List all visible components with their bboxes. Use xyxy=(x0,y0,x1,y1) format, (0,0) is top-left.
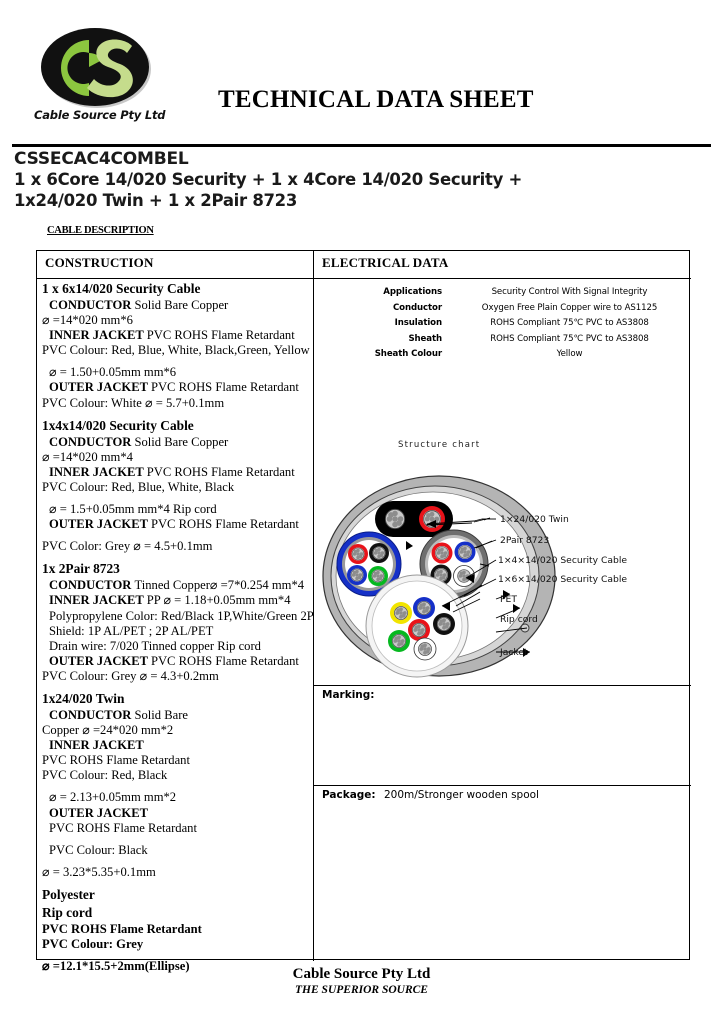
callout-5: Rip cord xyxy=(500,614,538,625)
construction-line-value: ⌀ = 3.23*5.35+0.1mm xyxy=(42,864,156,879)
construction-line-label: INNER JACKET xyxy=(49,593,147,608)
construction-line-value: Copper ⌀ =24*020 mm*2 xyxy=(42,723,174,738)
marking-divider xyxy=(314,685,691,686)
page-title: TECHNICAL DATA SHEET xyxy=(218,86,534,113)
electrical-value: Yellow xyxy=(556,349,583,359)
construction-group-title: 1x 2Pair 8723 xyxy=(42,561,120,577)
construction-line xyxy=(42,328,310,343)
construction-line-value: PVC Colour: Red, Blue, White, Black xyxy=(42,479,235,494)
construction-line-label: OUTER JACKET xyxy=(49,380,151,395)
construction-line xyxy=(42,669,310,684)
construction-line-value: Solid Bare Copper xyxy=(134,434,229,449)
construction-line xyxy=(42,753,310,768)
company-logo xyxy=(34,26,166,136)
construction-line-value: Shield: 1P AL/PET ; 2P AL/PET xyxy=(49,623,214,638)
construction-line xyxy=(42,654,310,669)
spacer xyxy=(42,836,310,843)
callout-3: 1×6×14/020 Security Cable xyxy=(498,574,628,585)
cable-cross-section-diagram xyxy=(314,436,691,686)
construction-line xyxy=(42,343,310,358)
construction-line-value: INNER JACKET xyxy=(49,738,144,753)
construction-line-label: INNER JACKET xyxy=(49,328,147,343)
construction-line xyxy=(42,608,314,624)
cable-description-label: CABLE DESCRIPTION xyxy=(47,225,154,236)
electrical-column-header: ELECTRICAL DATA xyxy=(322,255,449,270)
construction-line xyxy=(42,593,310,608)
construction-line xyxy=(42,768,310,783)
callout-6: Jacket xyxy=(500,647,528,658)
electrical-value: Oxygen Free Plain Copper wire to AS1125 xyxy=(481,302,658,313)
construction-line xyxy=(42,465,310,480)
construction-line xyxy=(42,396,310,411)
spacer xyxy=(42,858,310,865)
construction-line-value: ⌀ = 1.50+0.05mm mm*6 xyxy=(49,365,177,380)
page-footer xyxy=(0,966,723,996)
construction-line xyxy=(42,738,310,753)
construction-line xyxy=(42,578,310,593)
construction-line xyxy=(42,639,310,654)
construction-line-label: CONDUCTOR xyxy=(49,298,135,312)
construction-line-label: OUTER JACKET xyxy=(49,653,151,668)
footer-tagline: THE SUPERIOR SOURCE xyxy=(295,984,428,996)
construction-line-value: PVC Colour: White ⌀ = 5.7+0.1mm xyxy=(42,395,225,410)
cs-logo-icon xyxy=(40,26,152,109)
construction-line-label: OUTER JACKET xyxy=(49,517,151,532)
construction-line-value: Solid Bare Copper xyxy=(134,298,229,312)
construction-line-value: PVC ROHS Flame Retardant xyxy=(146,328,295,343)
construction-group xyxy=(42,690,310,886)
callout-1: 2Pair 8723 xyxy=(500,535,550,546)
construction-group-title: 1x24/020 Twin xyxy=(42,690,125,706)
construction-group xyxy=(42,417,310,561)
package-value: 200m/Stronger wooden spool xyxy=(383,789,539,801)
spacer xyxy=(42,532,310,539)
construction-line-value: PVC Colour: Red, Black xyxy=(42,768,168,783)
construction-line-value: ⌀ =14*020 mm*4 xyxy=(42,449,133,464)
electrical-row xyxy=(314,303,691,313)
construction-line xyxy=(42,723,310,738)
spacer xyxy=(42,952,310,959)
callout-0: 1×24/020 Twin xyxy=(500,514,569,525)
construction-line-value: PVC ROHS Flame Retardant xyxy=(146,464,295,479)
construction-line-label: CONDUCTOR xyxy=(49,707,135,722)
construction-line xyxy=(42,517,310,532)
electrical-row xyxy=(314,318,691,328)
construction-line-value: PVC ROHS Flame Retardant xyxy=(42,753,190,768)
spacer xyxy=(42,358,310,365)
electrical-value: ROHS Compliant 75℃ PVC to AS3808 xyxy=(490,318,649,328)
construction-line-value: PVC Colour: Grey ⌀ = 4.3+0.2mm xyxy=(42,668,219,683)
construction-line xyxy=(42,708,310,723)
construction-line-label: CONDUCTOR xyxy=(49,434,135,449)
footer-company: Cable Source Pty Ltd xyxy=(292,966,431,982)
logo-caption: Cable Source Pty Ltd xyxy=(34,108,166,122)
construction-line-value: PVC ROHS Flame Retardant xyxy=(150,653,299,668)
construction-line-value: ⌀ = 1.5+0.05mm mm*4 Rip cord xyxy=(49,502,217,517)
construction-group-title: Polyester xyxy=(42,886,95,902)
construction-line xyxy=(42,821,310,836)
construction-line-value: PVC Colour: Red, Blue, White, Black,Green, Yellow xyxy=(42,343,310,358)
construction-line-value: PVC Color: Grey ⌀ = 4.5+0.1mm xyxy=(42,539,213,554)
callout-4: PET xyxy=(500,594,517,605)
construction-line xyxy=(42,365,310,380)
electrical-label: Insulation xyxy=(394,318,442,328)
product-code: CSSECAC4COMBEL xyxy=(14,149,189,169)
construction-line xyxy=(42,865,310,880)
structure-chart xyxy=(314,436,691,686)
electrical-label: Conductor xyxy=(392,302,442,313)
electrical-label: Applications xyxy=(383,287,442,297)
product-heading xyxy=(14,150,714,211)
electrical-row xyxy=(314,334,691,344)
electrical-label: Sheath Colour xyxy=(374,349,442,359)
construction-line xyxy=(42,922,310,937)
construction-line-value: PVC Colour: Black xyxy=(49,842,148,857)
construction-line-value: Polypropylene Color: Red/Black 1P,White/Green 2P xyxy=(49,608,314,623)
construction-column-header: CONSTRUCTION xyxy=(45,255,154,270)
spacer xyxy=(42,783,310,790)
electrical-row xyxy=(314,287,691,297)
table-header-divider xyxy=(37,278,691,279)
page-header xyxy=(0,18,723,136)
construction-group xyxy=(42,560,314,690)
construction-line xyxy=(42,937,310,952)
construction-line-value: ⌀ = 2.13+0.05mm mm*2 xyxy=(49,790,177,805)
construction-line xyxy=(42,380,310,395)
electrical-value: Security Control With Signal Integrity xyxy=(491,287,648,297)
electrical-value: ROHS Compliant 75℃ PVC to AS3808 xyxy=(490,333,649,344)
construction-line-value: Drain wire: 7/020 Tinned copper Rip cord xyxy=(49,638,261,653)
construction-line xyxy=(42,502,310,517)
construction-line xyxy=(42,843,310,858)
header-divider xyxy=(12,144,711,147)
construction-line xyxy=(42,790,310,805)
construction-line xyxy=(42,298,310,313)
construction-line-value: ⌀ =12.1*15.5+2mm(Ellipse) xyxy=(42,959,190,974)
construction-line xyxy=(42,313,310,328)
construction-line xyxy=(42,624,310,639)
construction-line xyxy=(42,539,310,554)
construction-line-value: PVC ROHS Flame Retardant xyxy=(42,921,202,936)
construction-group-title: 1x4x14/020 Security Cable xyxy=(42,417,194,433)
spacer xyxy=(42,495,310,502)
construction-line-value: Solid Bare xyxy=(134,707,189,722)
construction-group xyxy=(42,280,310,417)
package-row xyxy=(322,789,539,801)
construction-line xyxy=(42,435,310,450)
marking-label: Marking: xyxy=(322,689,375,701)
construction-group-subtitle: Rip cord xyxy=(42,904,93,920)
electrical-row xyxy=(314,349,691,359)
electrical-label: Sheath xyxy=(408,333,442,344)
electrical-data-list xyxy=(314,287,691,365)
package-label: Package: xyxy=(322,789,376,801)
construction-line xyxy=(42,806,310,821)
package-divider xyxy=(314,785,691,786)
construction-group-title: 1 x 6x14/020 Security Cable xyxy=(42,281,201,296)
product-description-line2: 1x24/020 Twin + 1 x 2Pair 8723 xyxy=(14,191,298,210)
construction-line-value: PVC ROHS Flame Retardant xyxy=(150,380,299,395)
construction-line xyxy=(42,480,310,495)
construction-line-value: PP ⌀ = 1.18+0.05mm mm*4 xyxy=(146,593,291,608)
construction-line-label: INNER JACKET xyxy=(49,464,147,479)
construction-line-value: PVC ROHS Flame Retardant xyxy=(150,517,299,532)
construction-line-value: PVC ROHS Flame Retardant xyxy=(49,820,197,835)
structure-chart-title: Structure chart xyxy=(398,440,481,450)
construction-line-label: CONDUCTOR xyxy=(49,578,135,593)
construction-line-value: OUTER JACKET xyxy=(49,805,149,820)
callout-2: 1×4×14/020 Security Cable xyxy=(498,555,628,566)
construction-line-value: Tinned Copper⌀ =7*0.254 mm*4 xyxy=(134,578,305,593)
construction-line xyxy=(42,450,310,465)
construction-column xyxy=(42,280,314,980)
construction-line-value: PVC Colour: Grey xyxy=(42,937,144,951)
construction-line-value: ⌀ =14*020 mm*6 xyxy=(42,313,133,328)
product-description-line1: 1 x 6Core 14/020 Security + 1 x 4Core 14/020 Security + xyxy=(14,170,523,189)
